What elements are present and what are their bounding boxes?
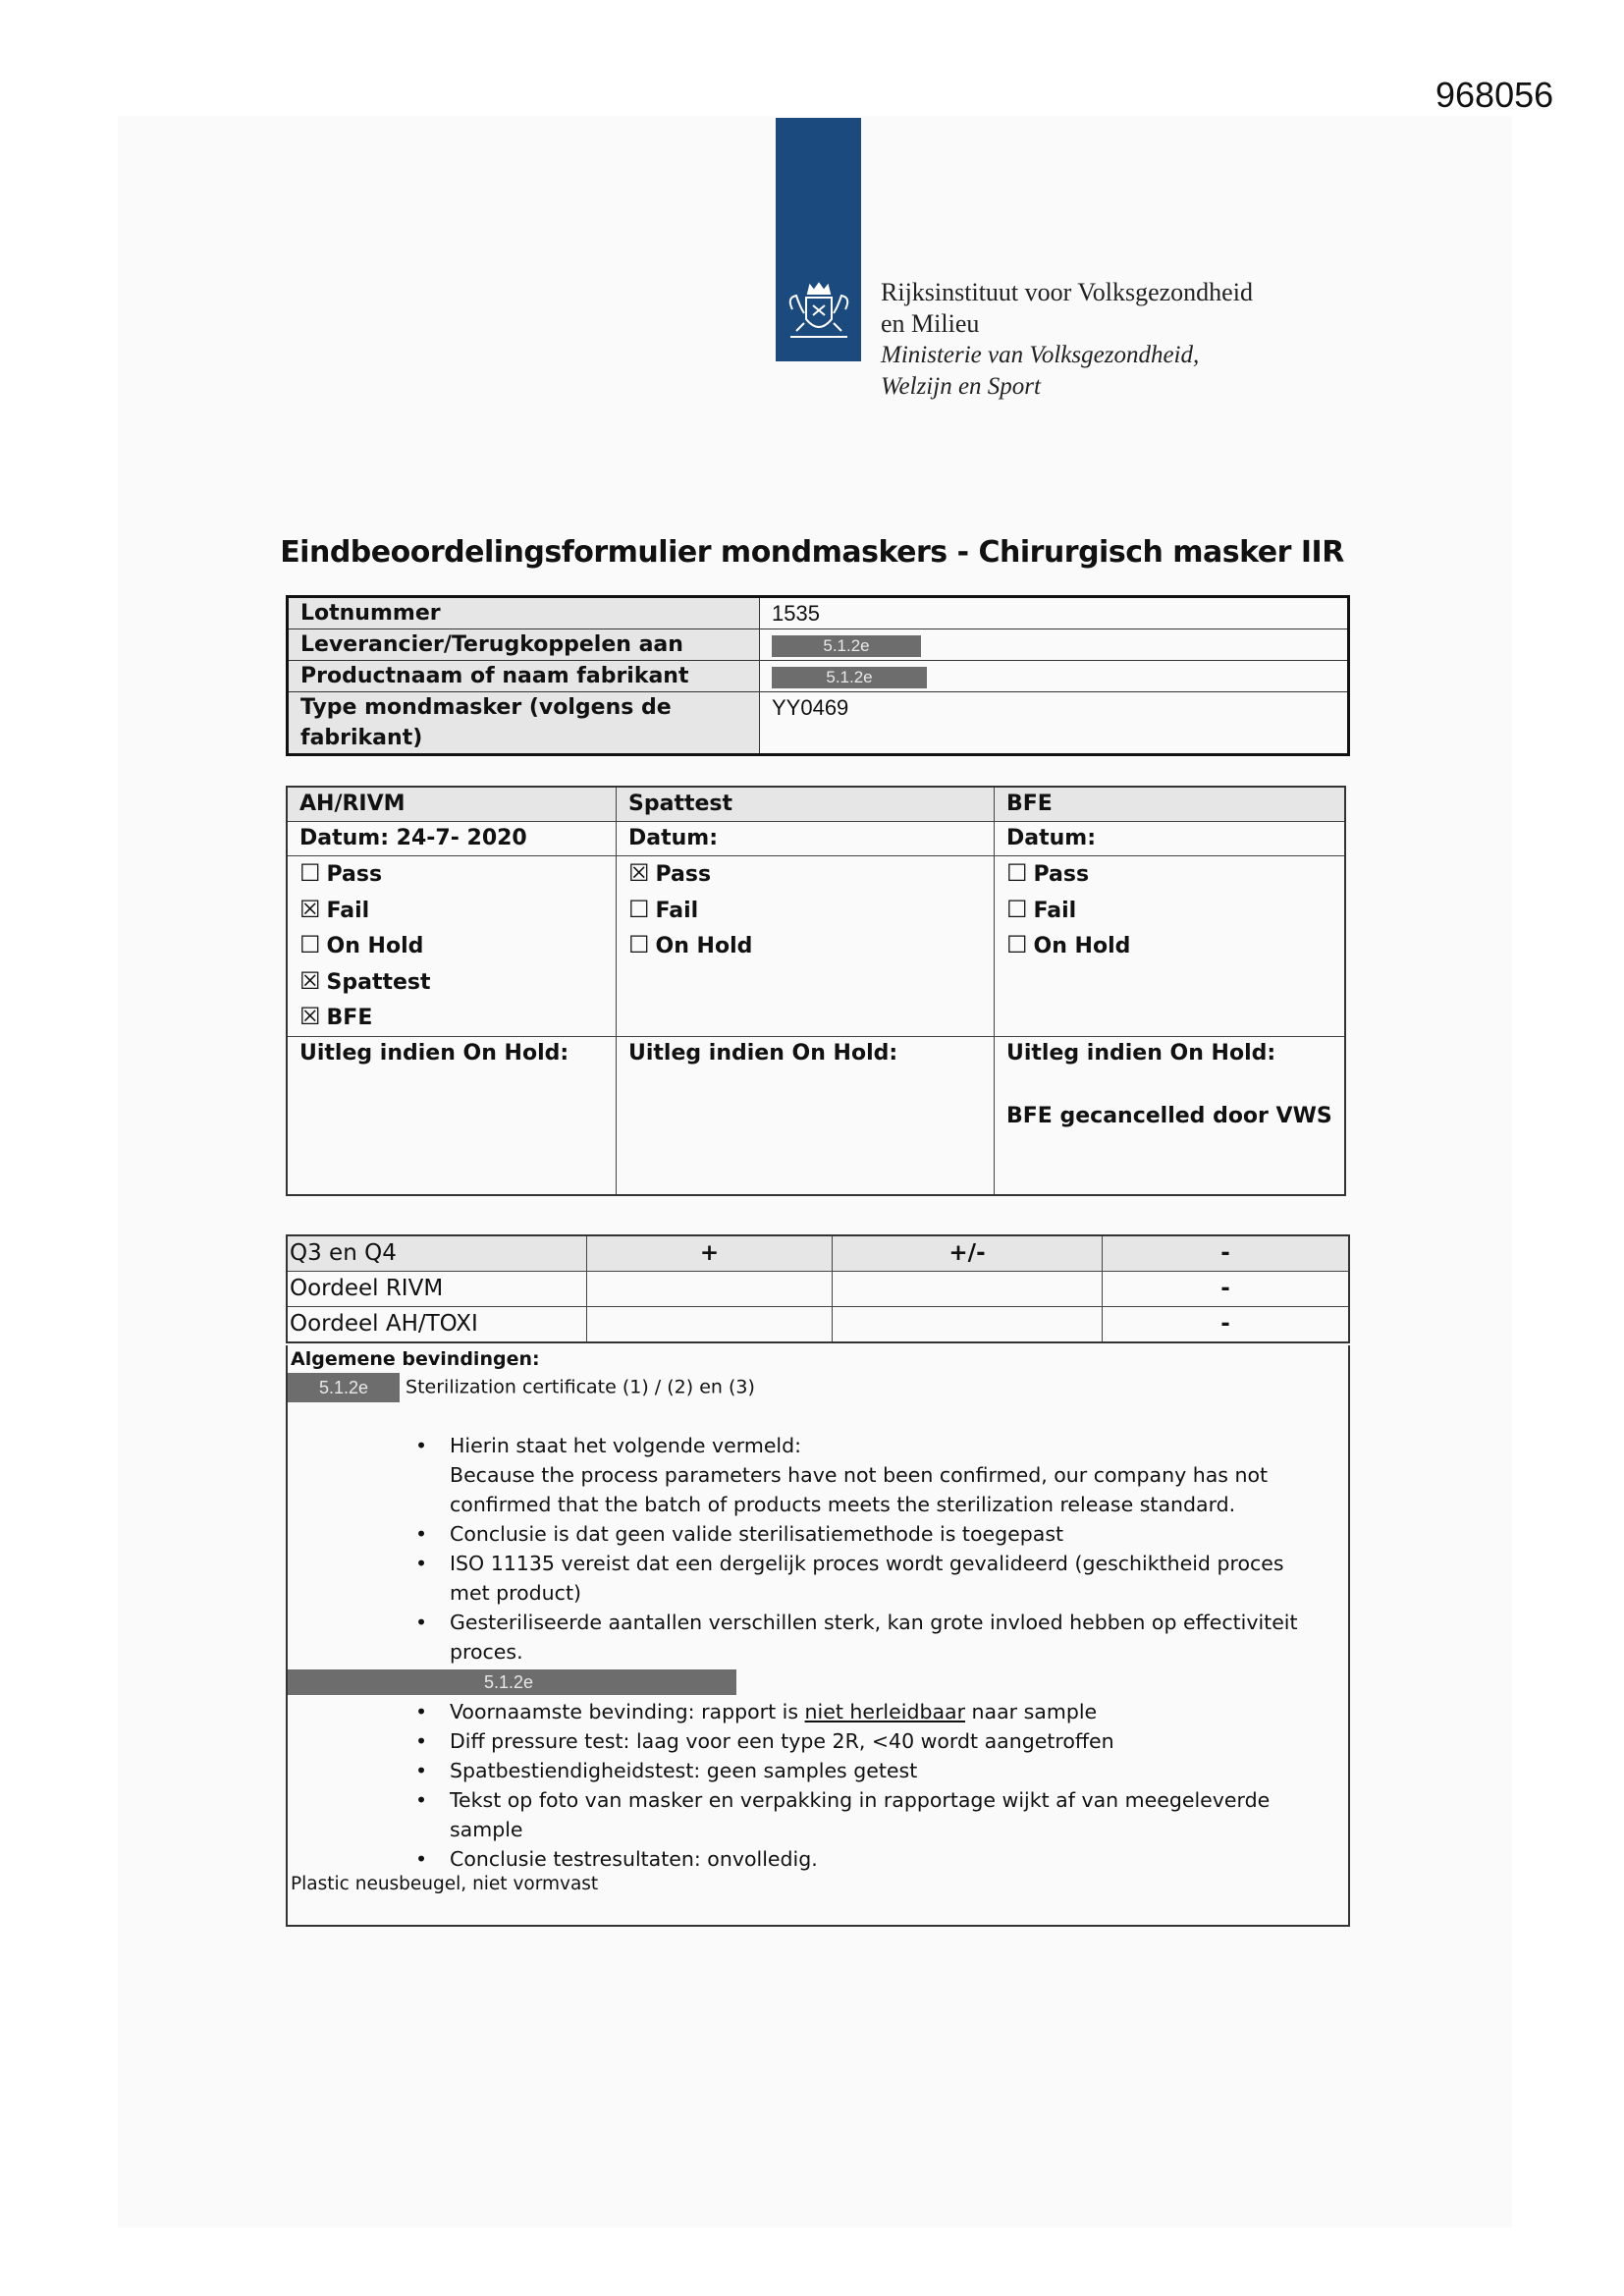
table-row: [288, 597, 1349, 629]
form-title: Eindbeoordelingsformulier mondmaskers - Chirurgisch masker IIR: [280, 535, 1344, 570]
quality-header-plusminus: +/-: [833, 1235, 1103, 1272]
redaction-box: [288, 1669, 736, 1695]
option-fail: [299, 893, 604, 929]
quality-table: [286, 1234, 1350, 1343]
unchecked-box-icon: ☐: [1006, 859, 1028, 887]
unchecked-box-icon: ☐: [628, 931, 650, 958]
document-number: 968056: [1435, 75, 1554, 115]
table-row: [287, 1036, 1345, 1195]
organization-name: [881, 277, 1253, 403]
list-item: [415, 1844, 1314, 1874]
option-on-hold: [1006, 928, 1332, 964]
option-pass: [1006, 856, 1332, 893]
quality-cell: [833, 1272, 1103, 1307]
ministry-line2: Welzijn en Sport: [881, 373, 1041, 400]
product-info-table: [286, 595, 1350, 756]
footer-note: Plastic neusbeugel, niet vormvast: [291, 1874, 599, 1894]
table-row: [287, 1272, 1349, 1307]
checked-box-icon: ☒: [628, 859, 650, 887]
option-label: Pass: [655, 862, 712, 887]
list-item: • Hierin staat het volgende vermeld:: [415, 1431, 1314, 1460]
supplier-label: Leverancier/Terugkoppelen aan: [288, 629, 760, 661]
lot-value: 1535: [760, 597, 1349, 629]
explain-text-bfe: BFE gecancelled door VWS: [1006, 1103, 1332, 1128]
findings-list: [415, 1697, 1314, 1874]
redaction-box: 5.1.2e: [772, 635, 921, 657]
unchecked-box-icon: ☐: [299, 859, 321, 887]
mask-type-value: YY0469: [760, 692, 1349, 755]
option-on-hold: [299, 928, 604, 964]
checked-box-icon: ☒: [299, 966, 321, 995]
list-item: • Conclusie is dat geen valide sterilisatiemethode is toegepast: [415, 1519, 1314, 1549]
quality-cell: [833, 1307, 1103, 1343]
option-label: Fail: [326, 898, 370, 923]
table-row: [287, 856, 1345, 1037]
checked-box-icon: ☒: [299, 1003, 321, 1030]
redaction-box: 5.1.2e: [288, 1373, 400, 1402]
date-bfe: Datum:: [995, 822, 1346, 856]
option-on-hold: [628, 928, 982, 964]
option-label: BFE: [326, 1006, 373, 1030]
col-header-bfe: BFE: [995, 787, 1346, 822]
explain-label: Uitleg indien On Hold:: [1006, 1040, 1276, 1066]
explain-label: Uitleg indien On Hold:: [299, 1040, 569, 1066]
list-item-text-pre: Tekst op foto van masker en verpakking in rapportage wijkt af van meegeleverde sample: [450, 1788, 1271, 1841]
option-label: Pass: [326, 862, 383, 887]
table-row: [288, 629, 1349, 661]
options-spattest: [617, 856, 995, 1037]
list-item: [415, 1785, 1314, 1844]
col-header-ah-rivm: AH/RIVM: [287, 787, 617, 822]
ministry-line1: Ministerie van Volksgezondheid,: [881, 342, 1200, 368]
option-bfe: [299, 1000, 604, 1036]
quality-row-label: Oordeel RIVM: [287, 1272, 587, 1307]
list-item: [415, 1697, 1314, 1726]
options-bfe: [995, 856, 1346, 1037]
findings-heading: Algemene bevindingen:: [291, 1348, 540, 1370]
royal-crest-icon: [781, 280, 857, 349]
date-spattest: Datum:: [617, 822, 995, 856]
lot-label: Lotnummer: [288, 597, 760, 629]
certificate-text: Sterilization certificate (1) / (2) en (3): [406, 1376, 755, 1398]
unchecked-box-icon: ☐: [1006, 895, 1028, 923]
options-ah-rivm: [287, 856, 617, 1037]
list-item-text-underline: niet herleidbaar: [804, 1700, 966, 1723]
redaction-box: 5.1.2e: [772, 667, 927, 688]
list-item-text-pre: Voornaamste bevinding: rapport is: [450, 1700, 805, 1723]
quality-header-label: Q3 en Q4: [287, 1235, 587, 1272]
table-row: [287, 822, 1345, 856]
assessment-table: [286, 786, 1346, 1196]
table-row: [287, 1235, 1349, 1272]
list-item: [415, 1756, 1314, 1785]
option-fail: [628, 893, 982, 929]
list-item-text-pre: Spatbestiendigheidstest: geen samples getest: [450, 1759, 918, 1782]
findings-list: [415, 1431, 1314, 1696]
list-item-text-post: naar sample: [965, 1700, 1098, 1723]
col-header-spattest: Spattest: [617, 787, 995, 822]
table-row: [287, 787, 1345, 822]
quality-cell: -: [1103, 1272, 1350, 1307]
quality-cell: -: [1103, 1307, 1350, 1343]
unchecked-box-icon: ☐: [299, 931, 321, 958]
date-ah-rivm: Datum: 24-7- 2020: [287, 822, 617, 856]
explain-label: Uitleg indien On Hold:: [628, 1040, 898, 1066]
table-row: [287, 1307, 1349, 1343]
quality-header-plus: +: [587, 1235, 833, 1272]
list-item-text-pre: Diff pressure test: laag voor een type 2R, <40 wordt aangetroffen: [450, 1729, 1114, 1753]
quality-cell: [587, 1272, 833, 1307]
list-item-text-pre: Conclusie testresultaten: onvolledig.: [450, 1847, 818, 1871]
org-name-line2: en Milieu: [881, 309, 980, 338]
mask-type-label: Type mondmasker (volgens de fabrikant): [288, 692, 760, 755]
checked-box-icon: ☒: [299, 895, 321, 923]
option-pass: [628, 856, 982, 893]
product-name-label: Productnaam of naam fabrikant: [288, 661, 760, 692]
option-label: Spattest: [326, 969, 431, 995]
option-label: Fail: [1033, 898, 1077, 923]
option-label: Fail: [655, 898, 699, 923]
option-fail: [1006, 893, 1332, 929]
option-label: On Hold: [655, 934, 753, 958]
list-item: Because the process parameters have not been confirmed, our company has not confirmed that the batch of products meets the sterilization release standard.: [450, 1463, 1269, 1516]
list-item: • Gesteriliseerde aantallen verschillen sterk, kan grote invloed hebben op effectiviteit proces.: [415, 1608, 1314, 1667]
option-pass: [299, 856, 604, 893]
table-row: [288, 692, 1349, 755]
quality-header-minus: -: [1103, 1235, 1350, 1272]
unchecked-box-icon: ☐: [1006, 931, 1028, 958]
option-label: On Hold: [1033, 934, 1131, 958]
unchecked-box-icon: ☐: [628, 895, 650, 923]
option-label: On Hold: [326, 934, 424, 958]
redaction-label: 5.1.2e: [484, 1672, 534, 1692]
option-spattest: [299, 964, 604, 1001]
quality-cell: [587, 1307, 833, 1343]
list-item: [415, 1726, 1314, 1756]
table-row: [288, 661, 1349, 692]
option-label: Pass: [1033, 862, 1090, 887]
org-name-line1: Rijksinstituut voor Volksgezondheid: [881, 278, 1253, 306]
quality-row-label: Oordeel AH/TOXI: [287, 1307, 587, 1343]
findings-box: [286, 1345, 1350, 1927]
list-item: • ISO 11135 vereist dat een dergelijk proces wordt gevalideerd (geschiktheid proces met product): [415, 1549, 1314, 1608]
